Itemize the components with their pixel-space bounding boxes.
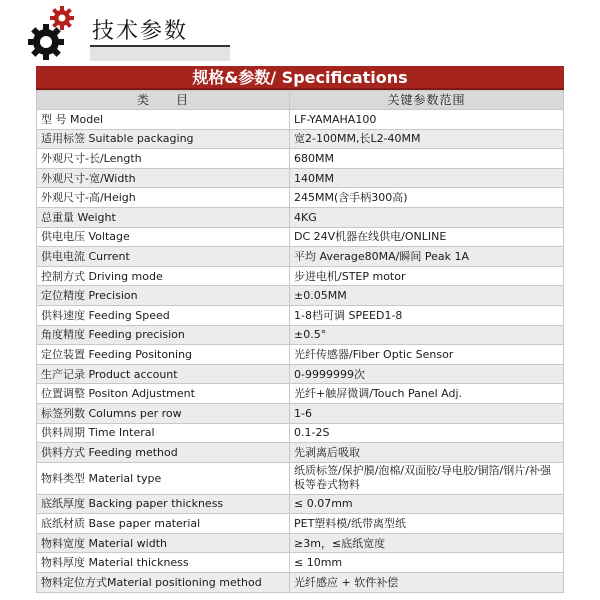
row-label: 供电电压 Voltage bbox=[37, 227, 290, 247]
row-label: 定位装置 Feeding Positoning bbox=[37, 345, 290, 365]
table-row bbox=[37, 129, 564, 149]
row-label: 外观尺寸-宽/Width bbox=[37, 168, 290, 188]
row-label: 供电电流 Current bbox=[37, 247, 290, 267]
table-row bbox=[37, 384, 564, 404]
row-label: 底纸材质 Base paper material bbox=[37, 514, 290, 534]
row-value: ±0.5° bbox=[290, 325, 564, 345]
table-row bbox=[37, 110, 564, 130]
row-value: 宽2-100MM,长L2-40MM bbox=[290, 129, 564, 149]
row-label: 总重量 Weight bbox=[37, 207, 290, 227]
table-row bbox=[37, 266, 564, 286]
row-value: 1-8档可调 SPEED1-8 bbox=[290, 305, 564, 325]
table-row bbox=[37, 305, 564, 325]
row-label: 外观尺寸-高/Heigh bbox=[37, 188, 290, 208]
row-value: 0-9999999次 bbox=[290, 364, 564, 384]
row-label: 角度精度 Feeding precision bbox=[37, 325, 290, 345]
title-underline bbox=[90, 45, 230, 47]
row-label: 控制方式 Driving mode bbox=[37, 266, 290, 286]
row-label: 物料类型 Material type bbox=[37, 462, 290, 494]
table-row bbox=[37, 247, 564, 267]
row-label: 外观尺寸-长/Length bbox=[37, 149, 290, 169]
row-label: 型 号 Model bbox=[37, 110, 290, 130]
row-value: 纸质标签/保护膜/泡棉/双面胶/导电胶/铜箔/钢片/补强板等卷式物料 bbox=[290, 462, 564, 494]
row-value: ≥3m，≤底纸宽度 bbox=[290, 533, 564, 553]
row-value: 平均 Average80MA/瞬间 Peak 1A bbox=[290, 247, 564, 267]
row-value: DC 24V机器在线供电/ONLINE bbox=[290, 227, 564, 247]
gears-icon bbox=[26, 4, 82, 62]
table-header-row bbox=[37, 91, 564, 110]
table-row bbox=[37, 514, 564, 534]
spec-table bbox=[36, 90, 564, 593]
row-label: 适用标签 Suitable packaging bbox=[37, 129, 290, 149]
row-value: 光纤传感器/Fiber Optic Sensor bbox=[290, 345, 564, 365]
row-value: 光纤+触屏微调/Touch Panel Adj. bbox=[290, 384, 564, 404]
table-row bbox=[37, 286, 564, 306]
row-value: 1-6 bbox=[290, 403, 564, 423]
row-value: 步进电机/STEP motor bbox=[290, 266, 564, 286]
page-title: 技术参数 bbox=[92, 19, 189, 44]
table-row bbox=[37, 227, 564, 247]
row-value: 680MM bbox=[290, 149, 564, 169]
row-label: 物料宽度 Material width bbox=[37, 533, 290, 553]
table-row bbox=[37, 423, 564, 443]
row-value: 先剥离后吸取 bbox=[290, 443, 564, 463]
row-value: 光纤感应 + 软件补偿 bbox=[290, 573, 564, 593]
row-label: 定位精度 Precision bbox=[37, 286, 290, 306]
table-row bbox=[37, 553, 564, 573]
table-row bbox=[37, 168, 564, 188]
table-row bbox=[37, 149, 564, 169]
table-row bbox=[37, 188, 564, 208]
row-label: 底纸厚度 Backing paper thickness bbox=[37, 494, 290, 514]
row-value: PET塑料模/纸带离型纸 bbox=[290, 514, 564, 534]
row-value: 140MM bbox=[290, 168, 564, 188]
table-row bbox=[37, 403, 564, 423]
row-value: ≤ 10mm bbox=[290, 553, 564, 573]
row-value: 0.1-2S bbox=[290, 423, 564, 443]
table-row bbox=[37, 443, 564, 463]
table-row bbox=[37, 207, 564, 227]
table-row bbox=[37, 494, 564, 514]
table-row bbox=[37, 533, 564, 553]
row-value: 245MM(含手柄300高) bbox=[290, 188, 564, 208]
row-value: ±0.05MM bbox=[290, 286, 564, 306]
table-row bbox=[37, 573, 564, 593]
table-row bbox=[37, 345, 564, 365]
column-header-category: 类 目 bbox=[37, 91, 290, 110]
row-label: 供料方式 Feeding method bbox=[37, 443, 290, 463]
row-label: 位置调整 Positon Adjustment bbox=[37, 384, 290, 404]
table-row bbox=[37, 364, 564, 384]
spec-banner: 规格&参数/ Specifications bbox=[36, 66, 564, 90]
row-value: LF-YAMAHA100 bbox=[290, 110, 564, 130]
section-header bbox=[0, 0, 600, 66]
column-header-params: 关键参数范围 bbox=[290, 91, 564, 110]
row-label: 供料周期 Time Interal bbox=[37, 423, 290, 443]
row-label: 标签列数 Columns per row bbox=[37, 403, 290, 423]
row-label: 供料速度 Feeding Speed bbox=[37, 305, 290, 325]
row-value: 4KG bbox=[290, 207, 564, 227]
row-value: ≤ 0.07mm bbox=[290, 494, 564, 514]
row-label: 生产记录 Product account bbox=[37, 364, 290, 384]
row-label: 物料厚度 Material thickness bbox=[37, 553, 290, 573]
title-shadow bbox=[90, 47, 230, 61]
table-row bbox=[37, 462, 564, 494]
row-label: 物料定位方式Material positioning method bbox=[37, 573, 290, 593]
table-row bbox=[37, 325, 564, 345]
